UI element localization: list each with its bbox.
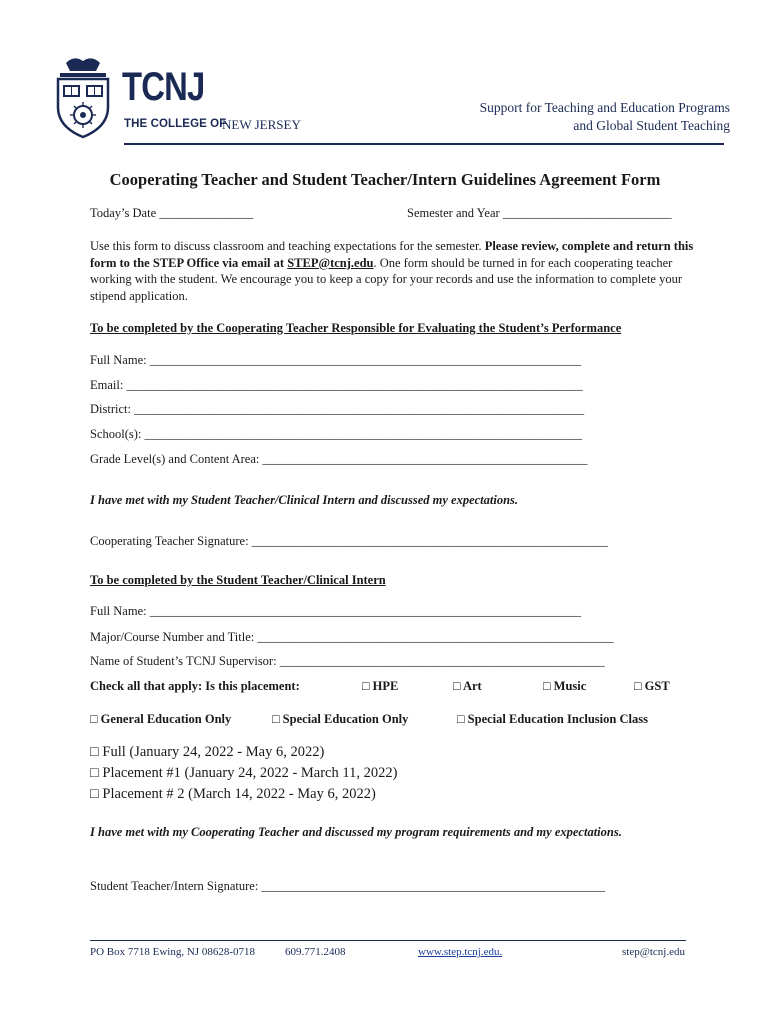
ct-email-field[interactable]: Email: _________________________________________________________________________ [90,378,583,392]
st-major-field[interactable]: Major/Course Number and Title: _________________________________________________________ [90,630,614,644]
st-full-name-field[interactable]: Full Name: _____________________________________________________________________ [90,604,581,618]
footer-email[interactable]: step@tcnj.edu [622,946,685,958]
ct-district-field[interactable]: District: ________________________________________________________________________ [90,402,585,416]
st-section-heading: To be completed by the Student Teacher/Clinical Intern [90,573,386,587]
ct-signature-field[interactable]: Cooperating Teacher Signature: _________________________________________________________ [90,534,608,548]
st-supervisor-field[interactable]: Name of Student’s TCNJ Supervisor: ____________________________________________________ [90,654,605,668]
st-statement: I have met with my Cooperating Teacher and discussed my program requirements and my expectations. [90,825,622,839]
general-education-checkbox[interactable]: □ General Education Only [90,712,232,726]
intro-bold-text: Please review, complete and return this form to the STEP Office via email at [90,239,694,270]
check-all-label: Check all that apply: Is this placement: [90,679,300,693]
dept-line-2: and Global Student Teaching [573,118,730,133]
semester-year-field[interactable]: Semester and Year ___________________________ [407,206,672,220]
full-period-checkbox[interactable]: □ Full (January 24, 2022 - May 6, 2022) [90,744,325,760]
logo-abbrev: TCNJ [122,65,205,109]
footer-phone: 609.771.2408 [285,946,346,958]
placement-2-checkbox[interactable]: □ Placement # 2 (March 14, 2022 - May 6, 2022) [90,786,376,802]
art-checkbox[interactable]: □ Art [453,679,482,693]
intro-paragraph [90,238,700,304]
page-title: Cooperating Teacher and Student Teacher/Intern Guidelines Agreement Form [109,170,661,189]
intro-text-1: Use this form to discuss classroom and teaching expectations for the semester. [90,239,485,253]
ct-statement: I have met with my Student Teacher/Clinical Intern and discussed my expectations. [90,493,519,507]
ct-schools-field[interactable]: School(s): ______________________________________________________________________ [90,427,583,441]
hpe-checkbox[interactable]: □ HPE [362,679,399,693]
header-divider [124,143,724,145]
ct-full-name-field[interactable]: Full Name: _____________________________________________________________________ [90,353,581,367]
ct-section-heading: To be completed by the Cooperating Teacher Responsible for Evaluating the Student’s Performance [90,321,622,335]
gst-checkbox[interactable]: □ GST [634,679,670,693]
step-email-link[interactable]: STEP@tcnj.edu [287,255,374,270]
inclusion-class-checkbox[interactable]: □ Special Education Inclusion Class [457,712,648,726]
tcnj-seal-icon [52,55,114,141]
footer-divider [90,940,686,941]
footer-address: PO Box 7718 Ewing, NJ 08628-0718 [90,946,256,958]
special-education-checkbox[interactable]: □ Special Education Only [272,712,409,726]
intro-text-2: . One form should be turned in for each cooperating teacher working with the student. We encourage you to keep a copy for your records and use the information to complete your stipend application. [90,255,682,303]
dept-line-1: Support for Teaching and Education Programs [479,100,730,115]
tcnj-logo [52,55,302,145]
footer-website-link[interactable]: www.step.tcnj.edu. [418,946,503,958]
st-signature-field[interactable]: Student Teacher/Intern Signature: _______________________________________________________ [90,879,606,893]
placement-1-checkbox[interactable]: □ Placement #1 (January 24, 2022 - March 11, 2022) [90,765,398,781]
logo-state: NEW JERSEY [222,117,301,132]
music-checkbox[interactable]: □ Music [543,679,587,693]
logo-college: THE COLLEGE OF [124,118,227,130]
todays-date-field[interactable]: Today’s Date _______________ [90,206,253,220]
ct-grade-level-field[interactable]: Grade Level(s) and Content Area: ____________________________________________________ [90,452,588,466]
